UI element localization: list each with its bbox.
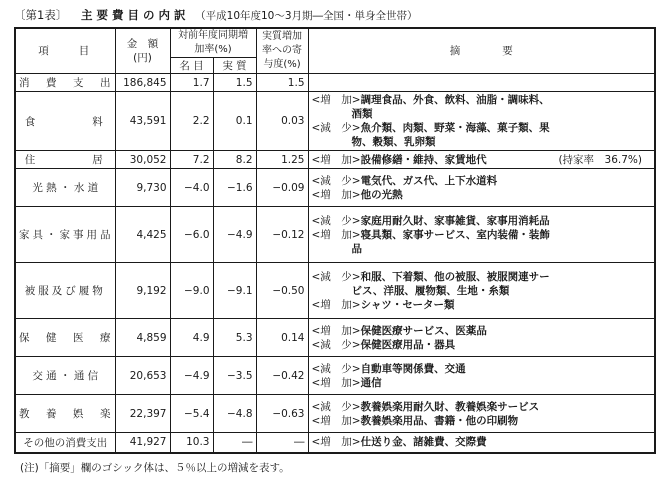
- row-nominal: 4.9: [170, 319, 213, 357]
- summary-line: [312, 324, 652, 338]
- summary-text: 電気代、ガス代、上下水道料: [360, 174, 498, 187]
- header-change-group: 対前年度同期増加率(%): [170, 28, 256, 58]
- row-item: 交 通 ・ 通 信: [15, 357, 115, 395]
- caption-title: 主要費目の内訳: [80, 8, 190, 22]
- table-row: [15, 151, 655, 169]
- row-contribution: 1.25: [256, 151, 308, 169]
- summary-text: 調理食品、外食、飲料、油脂・調味料、: [360, 94, 550, 106]
- header-row-1: [15, 28, 655, 58]
- summary-tag: <減 少>: [311, 122, 361, 134]
- row-contribution: 0.03: [256, 92, 308, 151]
- row-nominal: −4.9: [170, 357, 213, 395]
- homeownership-rate: (持家率 36.7%): [558, 154, 642, 166]
- row-amount: 186,845: [115, 74, 170, 92]
- row-amount: 22,397: [115, 395, 170, 433]
- summary-line: [312, 400, 652, 414]
- row-item: 教 養 娯 楽: [15, 395, 115, 433]
- table-row: [15, 263, 655, 319]
- summary-line: [312, 121, 652, 135]
- summary-line: [312, 93, 652, 107]
- summary-text: 仕送り金、諸雑費、交際費: [360, 436, 487, 449]
- row-real: −9.1: [213, 263, 256, 319]
- summary-text: シャツ・セーター類: [360, 298, 455, 311]
- row-real: 1.5: [213, 74, 256, 92]
- summary-tag: <減 少>: [311, 362, 361, 375]
- row-amount: 20,653: [115, 357, 170, 395]
- header-amount-unit: (円): [133, 52, 152, 64]
- row-real: −4.8: [213, 395, 256, 433]
- row-amount: 4,859: [115, 319, 170, 357]
- summary-text: 和服、下着類、他の被服、被服関連サー: [360, 270, 550, 283]
- table-row: [15, 395, 655, 433]
- row-real: −1.6: [213, 169, 256, 207]
- row-real: 0.1: [213, 92, 256, 151]
- row-contribution: ―: [256, 433, 308, 453]
- summary-line: [312, 284, 652, 298]
- table-caption: [14, 6, 654, 24]
- summary-line: [312, 435, 652, 449]
- table-row: [15, 92, 655, 151]
- row-item: 光 熱 ・ 水 道: [15, 169, 115, 207]
- row-summary: [308, 92, 655, 151]
- table-row: [15, 433, 655, 453]
- row-summary: [308, 433, 655, 453]
- header-item: 項 目: [15, 28, 115, 74]
- summary-text: 設備修繕・維持、家賃地代: [360, 153, 487, 166]
- row-nominal: 2.2: [170, 92, 213, 151]
- summary-line: [312, 188, 652, 202]
- summary-line: [312, 135, 652, 149]
- summary-text: 家庭用耐久財、家事雑貨、家事用消耗品: [360, 214, 550, 227]
- summary-line: [312, 107, 652, 121]
- row-amount: 43,591: [115, 92, 170, 151]
- row-item: 消 費 支 出: [15, 74, 115, 92]
- table-row: [15, 169, 655, 207]
- row-item: その他の消費支出: [15, 433, 115, 453]
- summary-text: 自動車等関係費、交通: [360, 362, 466, 375]
- row-nominal: 7.2: [170, 151, 213, 169]
- summary-line: [312, 228, 652, 242]
- summary-tag: <減 少>: [311, 400, 361, 413]
- summary-tag: <増 加>: [311, 414, 361, 427]
- row-real: 5.3: [213, 319, 256, 357]
- row-item: 被服及び履物: [15, 263, 115, 319]
- summary-text: 教養娯楽用品、書籍・他の印刷物: [360, 414, 519, 427]
- summary-text: 酒類: [351, 108, 373, 120]
- caption-subtitle: （平成10年度10～3月期―全国・単身全世帯）: [195, 10, 418, 22]
- row-real: ―: [213, 433, 256, 453]
- summary-tag: <増 加>: [311, 94, 361, 106]
- row-contribution: 0.14: [256, 319, 308, 357]
- row-real: −3.5: [213, 357, 256, 395]
- summary-tag: <減 少>: [311, 270, 361, 283]
- table-row: [15, 207, 655, 263]
- header-nominal: 名 目: [170, 58, 213, 74]
- summary-text: 魚介類、肉類、野菜・海藻、菓子類、果: [360, 122, 550, 134]
- row-real: −4.9: [213, 207, 256, 263]
- row-real: 8.2: [213, 151, 256, 169]
- row-contribution: −0.09: [256, 169, 308, 207]
- header-amount: [115, 28, 170, 74]
- footnote: (注)「摘要」欄のゴシック体は、５％以上の増減を表す。: [20, 462, 290, 474]
- summary-tag: <減 少>: [311, 214, 361, 227]
- summary-text: 保健医療用品・器具: [360, 338, 456, 351]
- row-nominal: 1.7: [170, 74, 213, 92]
- summary-tag: <増 加>: [311, 188, 361, 201]
- row-contribution: −0.50: [256, 263, 308, 319]
- header-amount-label: 金 額: [126, 38, 159, 50]
- header-contribution: 実質増加率への寄与度(%): [256, 28, 308, 74]
- summary-tag: <減 少>: [311, 338, 361, 351]
- summary-line: [312, 376, 652, 390]
- summary-text: 寝具類、家事サービス、室内装備・装飾: [360, 228, 550, 241]
- row-summary: [308, 169, 655, 207]
- row-nominal: −6.0: [170, 207, 213, 263]
- row-amount: 9,730: [115, 169, 170, 207]
- row-summary: [308, 207, 655, 263]
- row-amount: 41,927: [115, 433, 170, 453]
- row-summary: [308, 357, 655, 395]
- summary-tag: <減 少>: [311, 174, 361, 187]
- summary-tag: <増 加>: [311, 376, 361, 389]
- summary-text: 品: [351, 242, 362, 255]
- header-real: 実 質: [213, 58, 256, 74]
- summary-tag: <増 加>: [311, 298, 361, 311]
- row-summary: [308, 395, 655, 433]
- summary-text: 他の光熱: [360, 188, 403, 201]
- table-row: [15, 319, 655, 357]
- summary-tag: <増 加>: [311, 436, 361, 449]
- row-nominal: 10.3: [170, 433, 213, 453]
- row-contribution: −0.42: [256, 357, 308, 395]
- row-item: 家具・家事用品: [15, 207, 115, 263]
- summary-line: [312, 242, 652, 256]
- row-contribution: 1.5: [256, 74, 308, 92]
- summary-text: 保健医療サービス、医薬品: [360, 324, 487, 337]
- row-item: 保 健 医 療: [15, 319, 115, 357]
- row-amount: 30,052: [115, 151, 170, 169]
- row-summary: [308, 151, 655, 169]
- row-contribution: −0.12: [256, 207, 308, 263]
- summary-line: [312, 414, 652, 428]
- summary-text: 物、穀類、乳卵類: [351, 136, 436, 148]
- summary-line: [312, 362, 652, 376]
- summary-text: 教養娯楽用耐久財、教養娯楽サービス: [360, 400, 540, 413]
- row-nominal: −4.0: [170, 169, 213, 207]
- row-summary: [308, 263, 655, 319]
- row-summary: [308, 319, 655, 357]
- row-item: 住 居: [15, 151, 115, 169]
- row-amount: 4,425: [115, 207, 170, 263]
- summary-line: [312, 338, 652, 352]
- row-summary: [308, 74, 655, 92]
- row-contribution: −0.63: [256, 395, 308, 433]
- row-item: 食 料: [15, 92, 115, 151]
- expenditure-table: [14, 27, 656, 454]
- summary-tag: <増 加>: [311, 324, 361, 337]
- summary-tag: <増 加>: [311, 153, 361, 166]
- table-row: [15, 74, 655, 92]
- summary-line: [312, 214, 652, 228]
- summary-tag: <増 加>: [311, 228, 361, 241]
- summary-text: ビス、洋服、履物類、生地・糸類: [351, 284, 510, 297]
- summary-line: [312, 270, 652, 284]
- row-nominal: −5.4: [170, 395, 213, 433]
- caption-label: 〔第1表〕: [14, 8, 68, 22]
- summary-line: [312, 298, 652, 312]
- summary-text: 通信: [360, 376, 382, 389]
- row-nominal: −9.0: [170, 263, 213, 319]
- row-amount: 9,192: [115, 263, 170, 319]
- summary-line: [312, 174, 652, 188]
- table-row: [15, 357, 655, 395]
- header-summary: 摘 要: [308, 28, 655, 74]
